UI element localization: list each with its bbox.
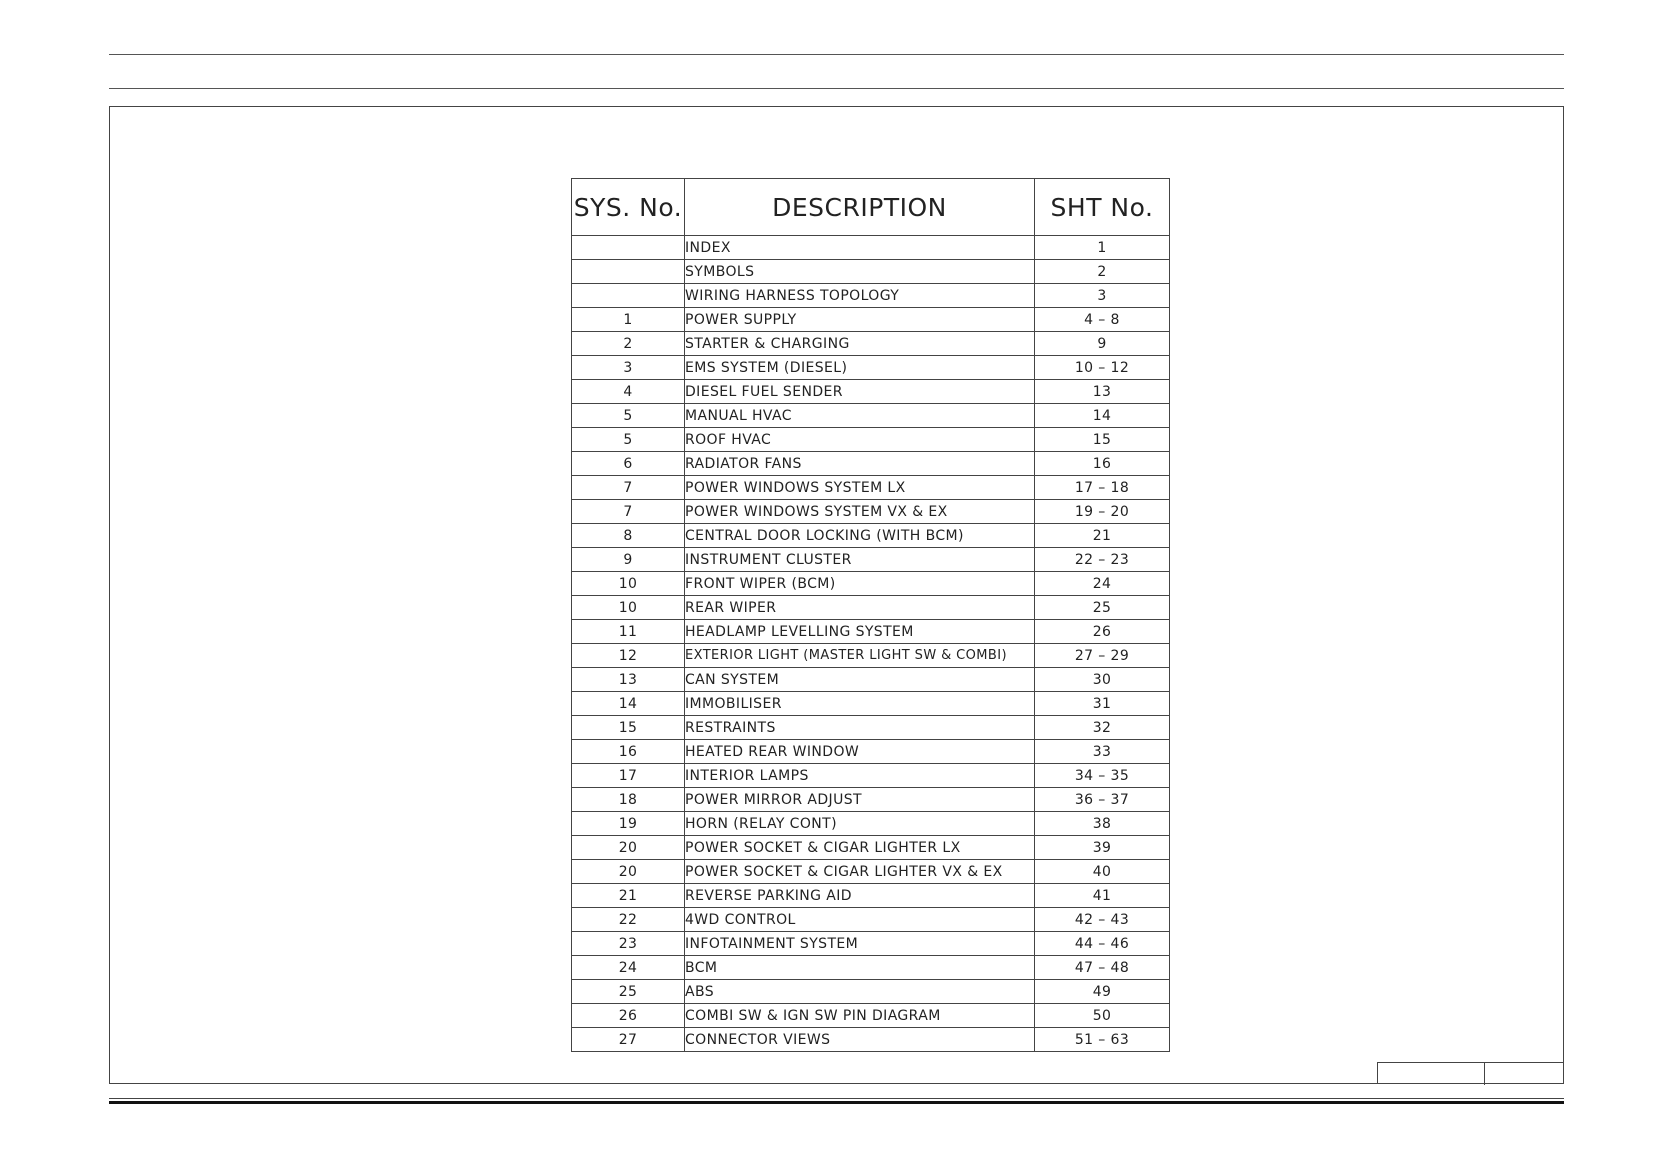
sys-no-cell: 13 [572, 668, 685, 692]
table-row [572, 404, 1170, 428]
table-row [572, 284, 1170, 308]
sheet-no-cell: 22 – 23 [1035, 548, 1170, 572]
description-cell: IMMOBILISER [685, 692, 1035, 716]
sheet-no-cell: 42 – 43 [1035, 908, 1170, 932]
sheet-no-cell: 13 [1035, 380, 1170, 404]
description-cell: CAN SYSTEM [685, 668, 1035, 692]
sys-no-cell: 9 [572, 548, 685, 572]
table-row [572, 740, 1170, 764]
sys-no-cell: 7 [572, 476, 685, 500]
sys-no-cell: 24 [572, 956, 685, 980]
sys-no-cell: 15 [572, 716, 685, 740]
description-cell: RESTRAINTS [685, 716, 1035, 740]
sys-no-cell: 5 [572, 428, 685, 452]
sys-no-cell [572, 260, 685, 284]
sys-no-cell: 4 [572, 380, 685, 404]
sheet-no-cell: 14 [1035, 404, 1170, 428]
sys-no-cell: 5 [572, 404, 685, 428]
description-cell: WIRING HARNESS TOPOLOGY [685, 284, 1035, 308]
sys-no-cell: 16 [572, 740, 685, 764]
description-cell: DIESEL FUEL SENDER [685, 380, 1035, 404]
header-sht-no: SHT No. [1035, 179, 1170, 236]
table-row [572, 1004, 1170, 1028]
sys-no-cell: 17 [572, 764, 685, 788]
description-cell: POWER SUPPLY [685, 308, 1035, 332]
header-sys-no: SYS. No. [572, 179, 685, 236]
sheet-no-cell: 19 – 20 [1035, 500, 1170, 524]
description-cell: INDEX [685, 236, 1035, 260]
description-cell: POWER WINDOWS SYSTEM VX & EX [685, 500, 1035, 524]
sys-no-cell: 7 [572, 500, 685, 524]
table-row [572, 356, 1170, 380]
description-cell: EMS SYSTEM (DIESEL) [685, 356, 1035, 380]
sheet-no-cell: 27 – 29 [1035, 644, 1170, 668]
sheet-no-cell: 26 [1035, 620, 1170, 644]
table-row [572, 932, 1170, 956]
description-cell: HEATED REAR WINDOW [685, 740, 1035, 764]
sys-no-cell: 3 [572, 356, 685, 380]
sys-no-cell: 18 [572, 788, 685, 812]
sheet-no-cell: 9 [1035, 332, 1170, 356]
table-row [572, 668, 1170, 692]
sys-no-cell: 11 [572, 620, 685, 644]
sheet-no-cell: 33 [1035, 740, 1170, 764]
sys-no-cell: 19 [572, 812, 685, 836]
sheet-no-cell: 15 [1035, 428, 1170, 452]
sys-no-cell: 6 [572, 452, 685, 476]
sys-no-cell: 20 [572, 836, 685, 860]
sheet-no-cell: 3 [1035, 284, 1170, 308]
bottom-rule-thick [109, 1101, 1564, 1104]
table-row [572, 692, 1170, 716]
sheet-no-cell: 44 – 46 [1035, 932, 1170, 956]
sys-no-cell: 2 [572, 332, 685, 356]
sheet-no-cell: 21 [1035, 524, 1170, 548]
description-cell: INTERIOR LAMPS [685, 764, 1035, 788]
description-cell: EXTERIOR LIGHT (MASTER LIGHT SW & COMBI) [685, 644, 1035, 668]
description-cell: 4WD CONTROL [685, 908, 1035, 932]
description-cell: ROOF HVAC [685, 428, 1035, 452]
sheet-no-cell: 51 – 63 [1035, 1028, 1170, 1052]
description-cell: BCM [685, 956, 1035, 980]
sys-no-cell: 21 [572, 884, 685, 908]
sys-no-cell: 25 [572, 980, 685, 1004]
sheet-no-cell: 4 – 8 [1035, 308, 1170, 332]
top-rule [109, 54, 1564, 55]
table-row [572, 908, 1170, 932]
sys-no-cell [572, 284, 685, 308]
description-cell: INSTRUMENT CLUSTER [685, 548, 1035, 572]
sheet-no-cell: 10 – 12 [1035, 356, 1170, 380]
table-row [572, 236, 1170, 260]
sys-no-cell: 27 [572, 1028, 685, 1052]
sys-no-cell: 22 [572, 908, 685, 932]
sheet-no-cell: 31 [1035, 692, 1170, 716]
table-row [572, 860, 1170, 884]
sheet-no-cell: 36 – 37 [1035, 788, 1170, 812]
table-row [572, 812, 1170, 836]
table-row [572, 644, 1170, 668]
description-cell: HORN (RELAY CONT) [685, 812, 1035, 836]
sheet-no-cell: 34 – 35 [1035, 764, 1170, 788]
description-cell: INFOTAINMENT SYSTEM [685, 932, 1035, 956]
sheet-index-table [571, 178, 1170, 1052]
title-block [1377, 1062, 1564, 1084]
table-row [572, 380, 1170, 404]
sheet-no-cell: 2 [1035, 260, 1170, 284]
sheet-no-cell: 1 [1035, 236, 1170, 260]
description-cell: CENTRAL DOOR LOCKING (WITH BCM) [685, 524, 1035, 548]
table-row [572, 572, 1170, 596]
header-description: DESCRIPTION [685, 179, 1035, 236]
sheet-no-cell: 16 [1035, 452, 1170, 476]
description-cell: REVERSE PARKING AID [685, 884, 1035, 908]
table-row [572, 524, 1170, 548]
header-rule [109, 88, 1564, 89]
table-row [572, 956, 1170, 980]
sheet-no-cell: 25 [1035, 596, 1170, 620]
sheet-no-cell: 40 [1035, 860, 1170, 884]
table-row [572, 836, 1170, 860]
sheet-no-cell: 38 [1035, 812, 1170, 836]
sheet-no-cell: 17 – 18 [1035, 476, 1170, 500]
sheet-no-cell: 47 – 48 [1035, 956, 1170, 980]
description-cell: STARTER & CHARGING [685, 332, 1035, 356]
table-row [572, 476, 1170, 500]
description-cell: REAR WIPER [685, 596, 1035, 620]
sys-no-cell: 20 [572, 860, 685, 884]
description-cell: POWER SOCKET & CIGAR LIGHTER VX & EX [685, 860, 1035, 884]
description-cell: RADIATOR FANS [685, 452, 1035, 476]
table-row [572, 308, 1170, 332]
description-cell: FRONT WIPER (BCM) [685, 572, 1035, 596]
title-block-divider [1484, 1063, 1485, 1085]
description-cell: COMBI SW & IGN SW PIN DIAGRAM [685, 1004, 1035, 1028]
table-row [572, 716, 1170, 740]
table-row [572, 332, 1170, 356]
sys-no-cell: 26 [572, 1004, 685, 1028]
table-header-row [572, 179, 1170, 236]
table-row [572, 764, 1170, 788]
table-row [572, 548, 1170, 572]
table-body [572, 236, 1170, 1052]
description-cell: HEADLAMP LEVELLING SYSTEM [685, 620, 1035, 644]
sheet-no-cell: 24 [1035, 572, 1170, 596]
table-row [572, 788, 1170, 812]
bottom-rule-thin [109, 1098, 1564, 1099]
sys-no-cell: 23 [572, 932, 685, 956]
description-cell: SYMBOLS [685, 260, 1035, 284]
sheet-no-cell: 39 [1035, 836, 1170, 860]
description-cell: ABS [685, 980, 1035, 1004]
table-row [572, 500, 1170, 524]
sys-no-cell: 10 [572, 596, 685, 620]
description-cell: CONNECTOR VIEWS [685, 1028, 1035, 1052]
sheet-no-cell: 49 [1035, 980, 1170, 1004]
description-cell: MANUAL HVAC [685, 404, 1035, 428]
sys-no-cell: 10 [572, 572, 685, 596]
sys-no-cell: 14 [572, 692, 685, 716]
sheet-no-cell: 41 [1035, 884, 1170, 908]
sheet-no-cell: 30 [1035, 668, 1170, 692]
sheet-no-cell: 50 [1035, 1004, 1170, 1028]
table-row [572, 1028, 1170, 1052]
description-cell: POWER WINDOWS SYSTEM LX [685, 476, 1035, 500]
sheet-no-cell: 32 [1035, 716, 1170, 740]
table-row [572, 428, 1170, 452]
sys-no-cell: 12 [572, 644, 685, 668]
sys-no-cell: 1 [572, 308, 685, 332]
table-row [572, 620, 1170, 644]
table-row [572, 260, 1170, 284]
description-cell: POWER SOCKET & CIGAR LIGHTER LX [685, 836, 1035, 860]
description-cell: POWER MIRROR ADJUST [685, 788, 1035, 812]
sys-no-cell [572, 236, 685, 260]
table-row [572, 596, 1170, 620]
table-row [572, 452, 1170, 476]
table-row [572, 884, 1170, 908]
sys-no-cell: 8 [572, 524, 685, 548]
table-row [572, 980, 1170, 1004]
